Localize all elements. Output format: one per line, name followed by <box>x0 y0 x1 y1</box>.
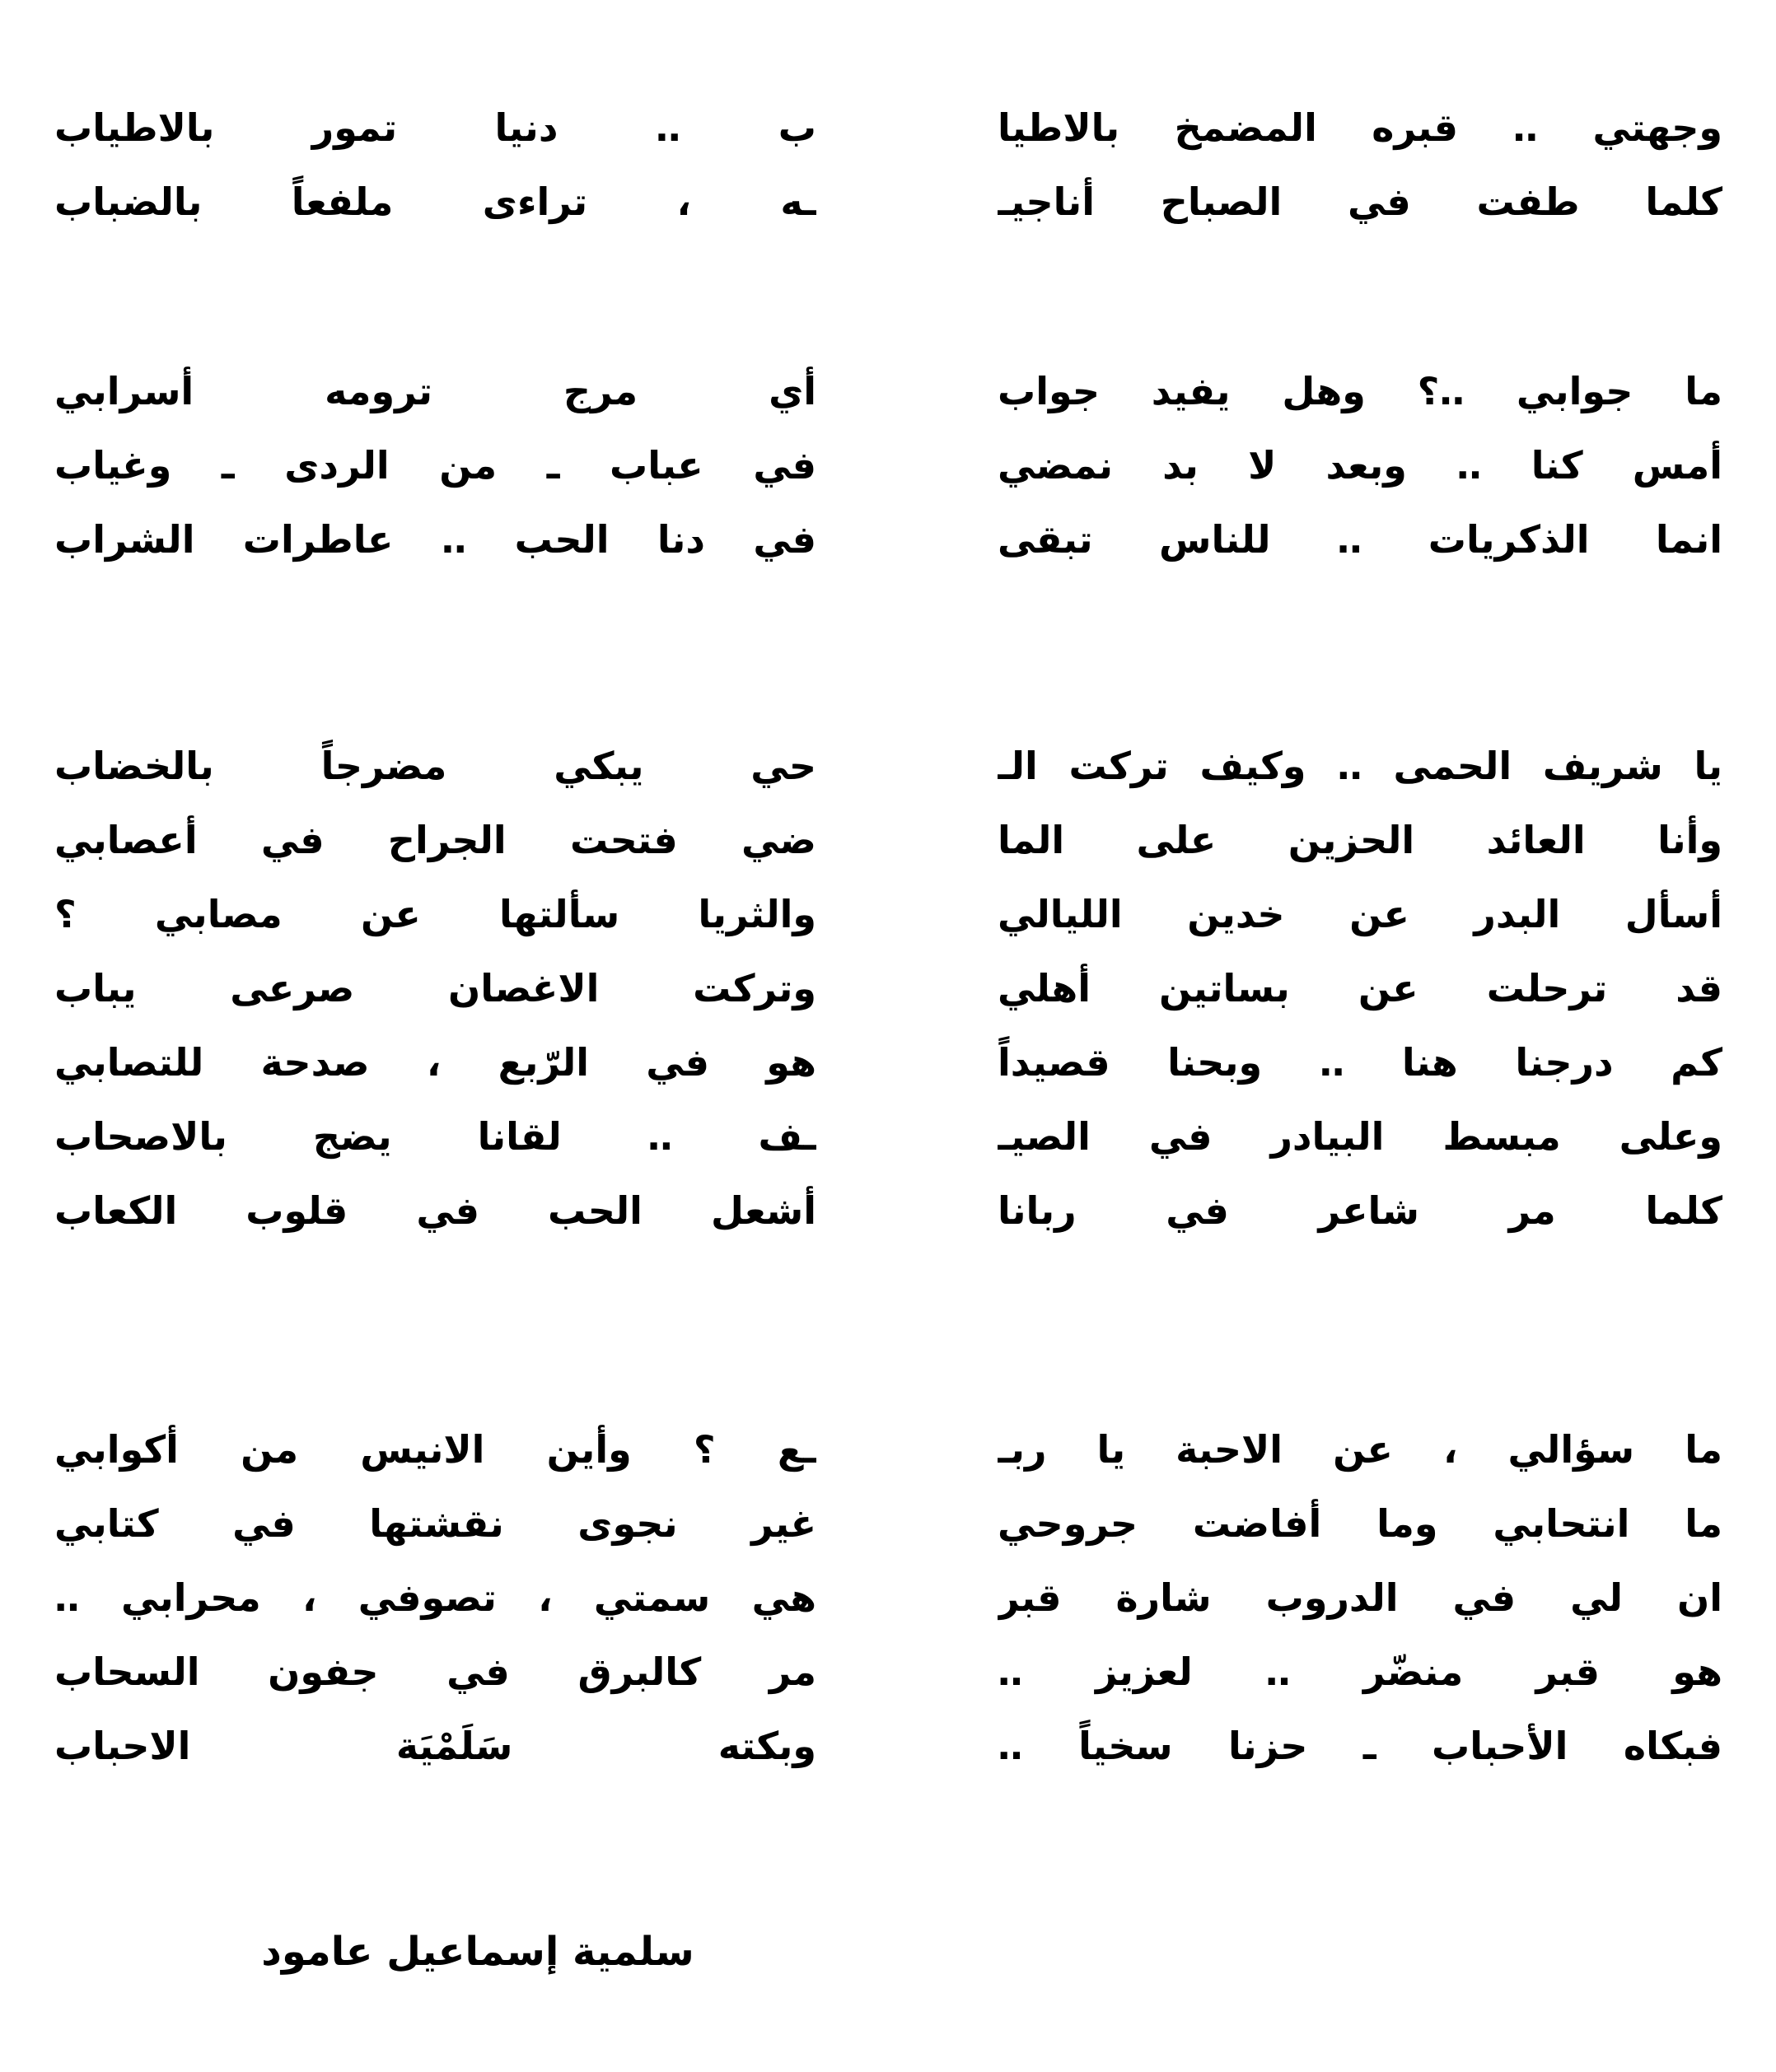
verse-line <box>0 354 1776 428</box>
verse-first-hemistich: ما انتحابي وما أفاضت جروحي <box>998 1501 1722 1546</box>
verse-line <box>0 1709 1776 1783</box>
stanza-4 <box>0 1412 1776 1783</box>
poet-signature: سلمية إسماعيل عامود <box>261 1929 694 1975</box>
verse-line <box>0 165 1776 239</box>
verse-line <box>0 1025 1776 1099</box>
stanza-3 <box>0 729 1776 1248</box>
verse-second-hemistich: حي يبكي مضرجاً بالخضاب <box>54 744 816 788</box>
verse-first-hemistich: أمس كنا ‥ وبعد لا بد نمضي <box>998 443 1722 488</box>
verse-first-hemistich: ان لي في الدروب شارة قبر <box>998 1575 1722 1620</box>
verse-second-hemistich: ضي فتحت الجراح في أعصابي <box>54 818 816 862</box>
verse-second-hemistich: ـف ‥ لقانا يضج بالاصحاب <box>54 1114 816 1159</box>
verse-first-hemistich: أسأل البدر عن خدين الليالي <box>998 892 1722 936</box>
stanza-2 <box>0 354 1776 576</box>
verse-line <box>0 803 1776 877</box>
verse-second-hemistich: ـه ، تراءى ملفعاً بالضباب <box>54 180 816 224</box>
verse-first-hemistich: وأنا العائد الحزين على الما <box>998 818 1722 862</box>
verse-line <box>0 428 1776 502</box>
verse-first-hemistich: ما سؤالي ، عن الاحبة يا ربـ <box>998 1427 1722 1472</box>
verse-second-hemistich: في دنا الحب ‥ عاطرات الشراب <box>54 517 816 562</box>
verse-first-hemistich: انما الذكريات ‥ للناس تبقى <box>998 517 1722 562</box>
verse-first-hemistich: وجهتي ‥ قبره المضمخ بالاطيا <box>998 105 1722 150</box>
verse-line <box>0 502 1776 576</box>
verse-second-hemistich: وتركت الاغصان صرعى يباب <box>54 966 816 1010</box>
verse-second-hemistich: والثريا سألتها عن مصابي ؟ <box>54 892 816 936</box>
verse-second-hemistich: وبكته سَلَمْيَة الاحباب <box>54 1724 816 1768</box>
verse-second-hemistich: هي سمتي ، تصوفي ، محرابي ‥ <box>54 1575 816 1620</box>
verse-second-hemistich: هو في الرّبع ، صدحة للتصابي <box>54 1040 816 1085</box>
verse-first-hemistich: كلما طفت في الصباح أناجيـ <box>998 180 1722 224</box>
verse-line <box>0 91 1776 165</box>
verse-line <box>0 1486 1776 1561</box>
verse-second-hemistich: أي مرج ترومه أسرابي <box>54 369 816 413</box>
stanza-1 <box>0 91 1776 239</box>
verse-line <box>0 729 1776 803</box>
verse-first-hemistich: كم درجنا هنا ‥ وبحنا قصيداً <box>998 1040 1722 1085</box>
verse-line <box>0 1561 1776 1635</box>
verse-first-hemistich: كلما مر شاعر في ربانا <box>998 1188 1722 1233</box>
verse-second-hemistich: في عباب ـ من الردى ـ وغياب <box>54 443 816 488</box>
verse-line <box>0 1174 1776 1248</box>
verse-first-hemistich: وعلى مبسط البيادر في الصيـ <box>998 1114 1722 1159</box>
verse-second-hemistich: مر كالبرق في جفون السحاب <box>54 1650 816 1694</box>
verse-first-hemistich: يا شريف الحمى ‥ وكيف تركت الـ <box>998 744 1722 788</box>
verse-first-hemistich: قد ترحلت عن بساتين أهلي <box>998 966 1722 1010</box>
verse-first-hemistich: فبكاه الأحباب ـ حزنا سخياً ‥ <box>998 1724 1722 1768</box>
verse-first-hemistich: ما جوابي ‥؟ وهل يفيد جواب <box>998 369 1722 413</box>
verse-second-hemistich: أشعل الحب في قلوب الكعاب <box>54 1188 816 1233</box>
verse-line <box>0 1412 1776 1486</box>
verse-second-hemistich: ـع ؟ وأين الانيس من أكوابي <box>54 1427 816 1472</box>
verse-second-hemistich: ب ‥ دنيا تمور بالاطياب <box>54 105 816 150</box>
verse-line <box>0 951 1776 1025</box>
verse-line <box>0 877 1776 951</box>
verse-second-hemistich: غير نجوى نقشتها في كتابي <box>54 1501 816 1546</box>
verse-first-hemistich: هو قبر منضّر ‥ لعزيز ‥ <box>998 1650 1722 1694</box>
verse-line <box>0 1099 1776 1174</box>
verse-line <box>0 1635 1776 1709</box>
